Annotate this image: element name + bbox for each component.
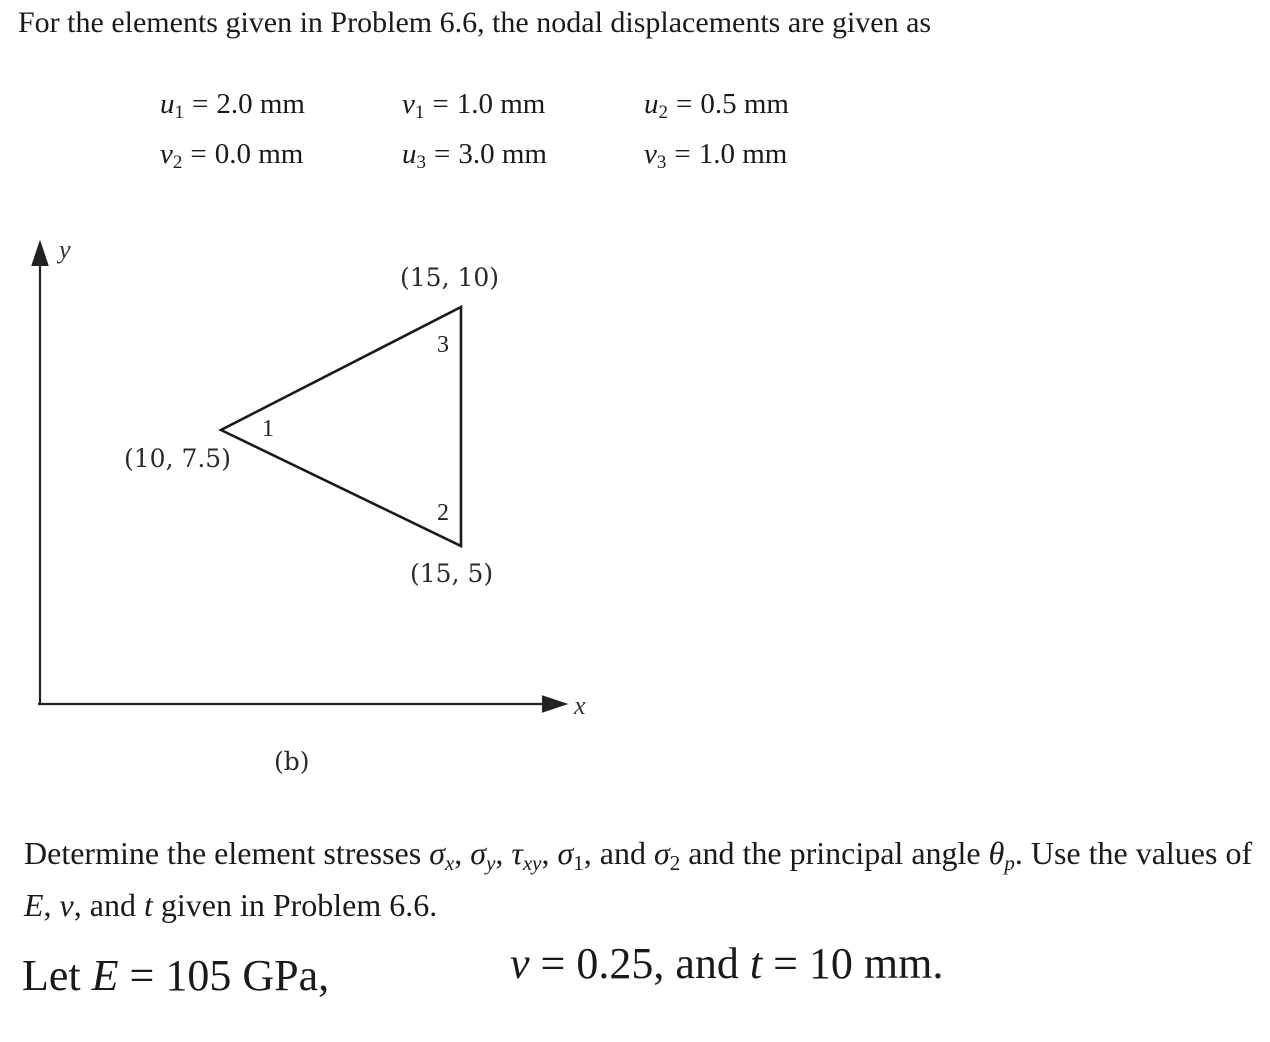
disp-u2: $u_2 = 0.5$ mm <box>644 88 789 123</box>
disp-v3: $v_3 = 1.0$ mm <box>644 138 788 173</box>
disp-u3: $u_3 = 3.0$ mm <box>402 138 547 173</box>
node2-coord: (15, 5) <box>410 559 494 588</box>
x-axis-label: x <box>574 691 586 720</box>
y-axis-label: y <box>59 235 71 264</box>
disp-v2: $v_2 = 0.0$ mm <box>160 138 304 173</box>
node3-coord: (15, 10) <box>400 263 500 292</box>
triangle-element <box>221 307 461 546</box>
material-nu-t: ν = 0.25, and t = 10 mm. <box>510 939 944 988</box>
material-E: Let E = 105 GPa, <box>22 951 330 1000</box>
disp-v1: $v_1 = 1.0$ mm <box>402 88 546 123</box>
figure-caption: (b) <box>274 747 310 776</box>
node2-number: 2 <box>437 500 449 526</box>
disp-u1: $u_1 = 2.0$ mm <box>160 88 305 123</box>
problem-intro: For the elements given in Problem 6.6, the nodal displacements are given as <box>18 6 932 39</box>
node1-coord: (10, 7.5) <box>124 444 231 473</box>
node1-number: 1 <box>262 416 274 442</box>
question-text: Determine the element stresses $\sigma_x$, $\sigma_y$, $\tau_{xy}$, $\sigma_1$, and $\sigma_2$ and the principal angle $\theta_p$. Use the values of E, v, and t given in Problem 6.6. <box>24 835 1253 923</box>
node3-number: 3 <box>437 332 449 358</box>
